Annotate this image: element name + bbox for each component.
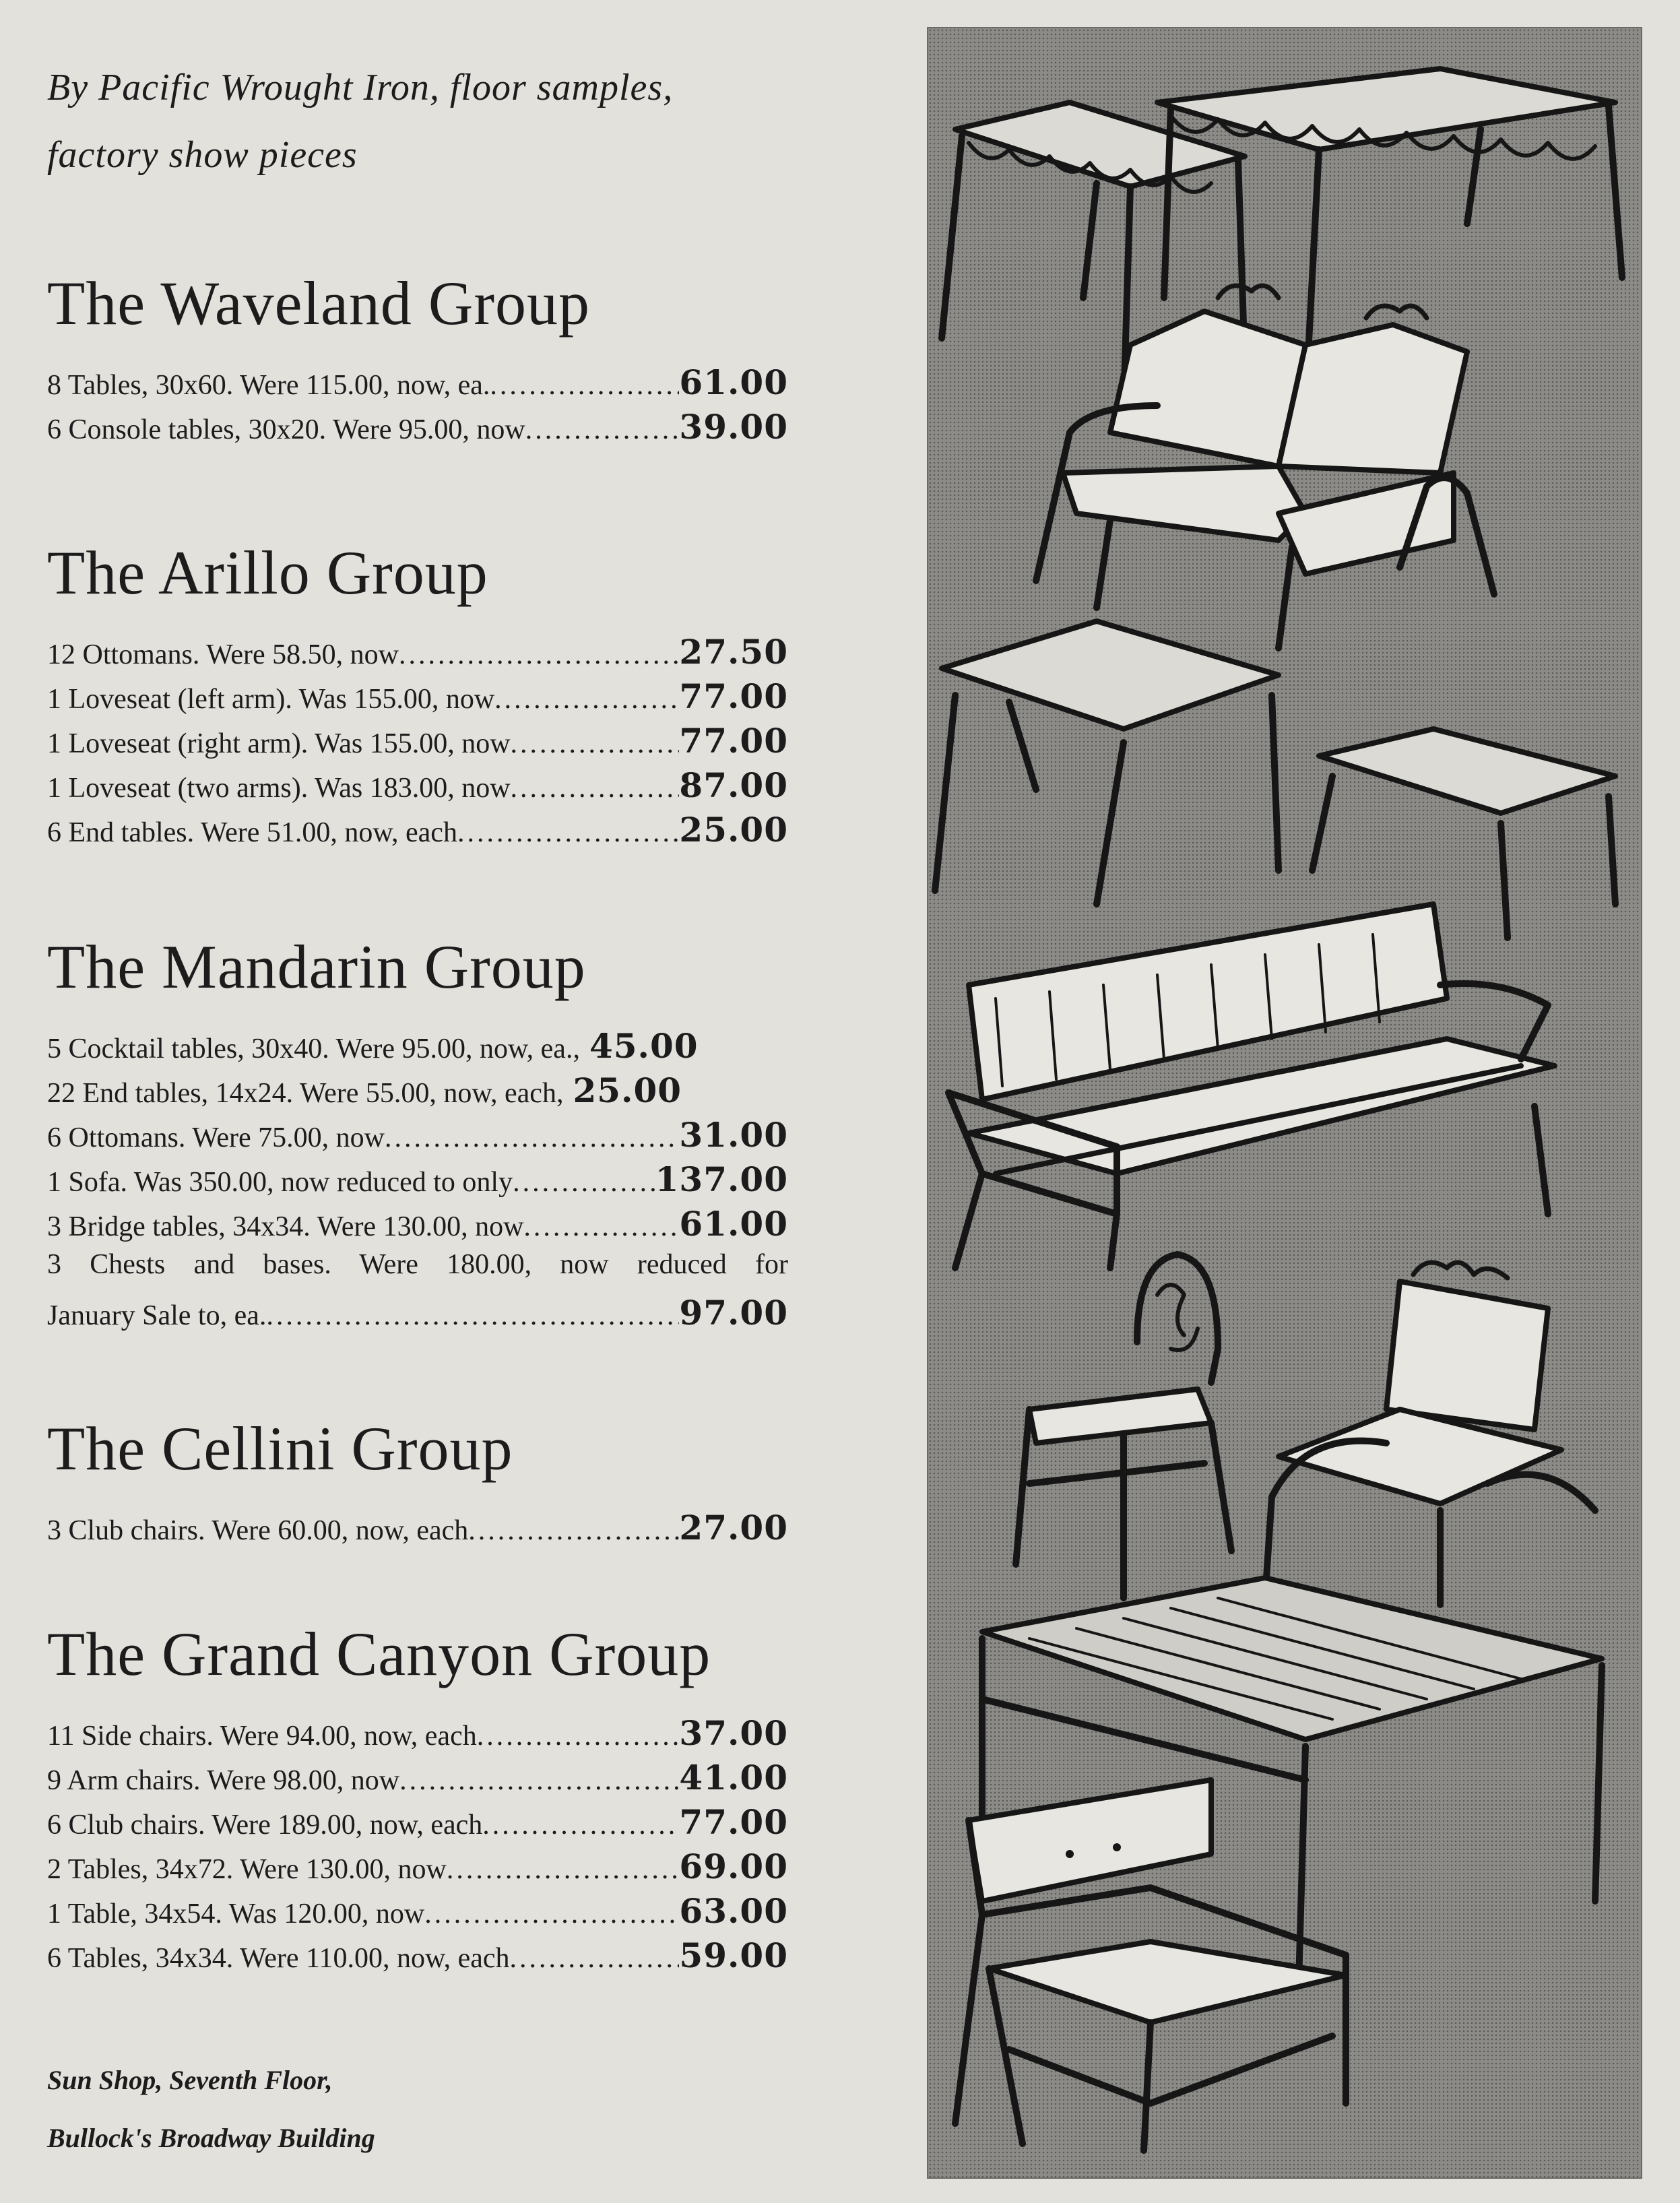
item-description: 1 Table, 34x54. Was 120.00, now — [47, 1898, 425, 1929]
item-description: 1 Loveseat (left arm). Was 155.00, now — [47, 684, 495, 715]
list-item — [47, 676, 788, 721]
item-description: 8 Tables, 30x60. Were 115.00, now, ea. — [47, 370, 490, 401]
item-price: 59.00 — [679, 1936, 788, 1975]
leader-dots — [513, 1166, 655, 1199]
item-price: 31.00 — [679, 1115, 788, 1155]
item-description: 22 End tables, 14x24. Were 55.00, now, each, — [47, 1078, 564, 1109]
item-price: 77.00 — [679, 1802, 788, 1842]
list-item — [47, 1204, 788, 1248]
item-price: 25.00 — [573, 1071, 682, 1110]
item-price: 69.00 — [679, 1847, 788, 1886]
leader-dots — [447, 1853, 680, 1886]
group-title: The Cellini Group — [47, 1414, 513, 1483]
group-title: The Mandarin Group — [47, 932, 586, 1001]
leader-dots — [511, 772, 680, 804]
item-description: 2 Tables, 34x72. Were 130.00, now — [47, 1854, 447, 1885]
intro-block — [47, 54, 673, 189]
intro-line-2: factory show pieces — [47, 134, 358, 176]
item-price: 63.00 — [679, 1891, 788, 1931]
leader-dots — [477, 1720, 680, 1752]
item-price: 97.00 — [679, 1293, 788, 1333]
group-title: The Waveland Group — [47, 269, 590, 338]
end-table-drawing — [935, 621, 1279, 904]
leader-dots — [511, 728, 680, 760]
item-description: 1 Sofa. Was 350.00, now reduced to only — [47, 1167, 513, 1198]
item-description: 6 Club chairs. Were 189.00, now, each — [47, 1810, 483, 1841]
item-price: 61.00 — [679, 362, 788, 402]
item-description: 6 Console tables, 30x20. Were 95.00, now — [47, 414, 525, 445]
list-item — [47, 1508, 788, 1552]
leader-dots — [510, 1942, 680, 1975]
list-item — [47, 1758, 788, 1802]
grand-canyon-table-drawing — [982, 1578, 1602, 1982]
item-price: 41.00 — [679, 1758, 788, 1797]
list-item — [47, 1293, 788, 1337]
item-description: 3 Club chairs. Were 60.00, now, each — [47, 1515, 469, 1546]
footer-line-2: Bullock's Broadway Building — [47, 2123, 375, 2153]
list-item — [47, 1248, 788, 1293]
item-description: 3 Chests and bases. Were 180.00, now reduced for — [47, 1249, 788, 1280]
item-description: January Sale to, ea. — [47, 1300, 267, 1331]
item-price: 77.00 — [679, 721, 788, 761]
list-item — [47, 1936, 788, 1980]
leader-dots — [523, 1211, 679, 1243]
item-description: 3 Bridge tables, 34x34. Were 130.00, now — [47, 1211, 524, 1242]
item-description: 1 Loveseat (right arm). Was 155.00, now — [47, 728, 511, 759]
footer-line-1: Sun Shop, Seventh Floor, — [47, 2065, 333, 2095]
list-item — [47, 1891, 788, 1936]
group-arillo — [47, 539, 788, 854]
item-description: 9 Arm chairs. Were 98.00, now — [47, 1765, 400, 1796]
group-mandarin — [47, 933, 788, 1337]
item-price: 45.00 — [589, 1026, 699, 1066]
item-price: 87.00 — [679, 765, 788, 805]
leader-dots — [468, 1514, 679, 1547]
list-item — [47, 1802, 788, 1847]
leader-dots — [494, 683, 679, 715]
furniture-illustration-panel — [927, 27, 1642, 2179]
item-description: 1 Loveseat (two arms). Was 183.00, now — [47, 773, 511, 804]
leader-dots — [399, 639, 679, 671]
list-item — [47, 810, 788, 854]
leader-dots — [457, 817, 679, 849]
club-chair-drawing — [1265, 1263, 1595, 1605]
leader-dots — [490, 369, 679, 402]
group-grand-canyon — [47, 1620, 788, 1980]
ottoman-table-drawing — [1312, 729, 1615, 938]
list-item — [47, 632, 788, 676]
list-item — [47, 1159, 788, 1204]
list-item — [47, 721, 788, 765]
leader-dots — [385, 1122, 679, 1154]
item-price: 39.00 — [679, 407, 788, 447]
group-title: The Grand Canyon Group — [47, 1620, 711, 1688]
leader-dots — [399, 1764, 679, 1797]
list-item — [47, 1713, 788, 1758]
item-price: 77.00 — [679, 676, 788, 716]
store-location — [47, 2051, 375, 2167]
grand-canyon-chair-drawing — [955, 1780, 1346, 2150]
item-price: 37.00 — [679, 1713, 788, 1753]
list-item — [47, 362, 788, 407]
group-title: The Arillo Group — [47, 538, 488, 607]
list-item — [47, 1071, 788, 1115]
item-description: 12 Ottomans. Were 58.50, now — [47, 639, 399, 670]
list-item — [47, 1847, 788, 1891]
item-price: 27.00 — [679, 1508, 788, 1547]
item-description: 6 Ottomans. Were 75.00, now — [47, 1122, 385, 1153]
leader-dots — [482, 1809, 679, 1841]
sofa-drawing — [948, 904, 1555, 1268]
intro-line-1: By Pacific Wrought Iron, floor samples, — [47, 67, 674, 108]
furniture-drawings — [928, 28, 1641, 2177]
item-price: 137.00 — [655, 1159, 788, 1199]
list-item — [47, 407, 788, 451]
leader-dots — [525, 414, 680, 446]
group-cellini — [47, 1415, 788, 1552]
item-description: 5 Cocktail tables, 30x40. Were 95.00, now, ea., — [47, 1033, 580, 1064]
item-description: 6 End tables. Were 51.00, now, each — [47, 817, 457, 848]
leader-dots — [424, 1898, 679, 1930]
side-chair-drawing — [1016, 1254, 1231, 1598]
group-waveland — [47, 269, 788, 451]
loveseat-drawing — [1036, 286, 1494, 648]
item-description: 6 Tables, 34x34. Were 110.00, now, each — [47, 1943, 510, 1974]
list-item — [47, 765, 788, 810]
item-price: 25.00 — [679, 810, 788, 850]
list-item — [47, 1026, 788, 1071]
leader-dots — [266, 1300, 679, 1332]
item-price: 61.00 — [679, 1204, 788, 1244]
item-price: 27.50 — [679, 632, 788, 672]
item-description: 11 Side chairs. Were 94.00, now, each — [47, 1721, 477, 1752]
list-item — [47, 1115, 788, 1159]
